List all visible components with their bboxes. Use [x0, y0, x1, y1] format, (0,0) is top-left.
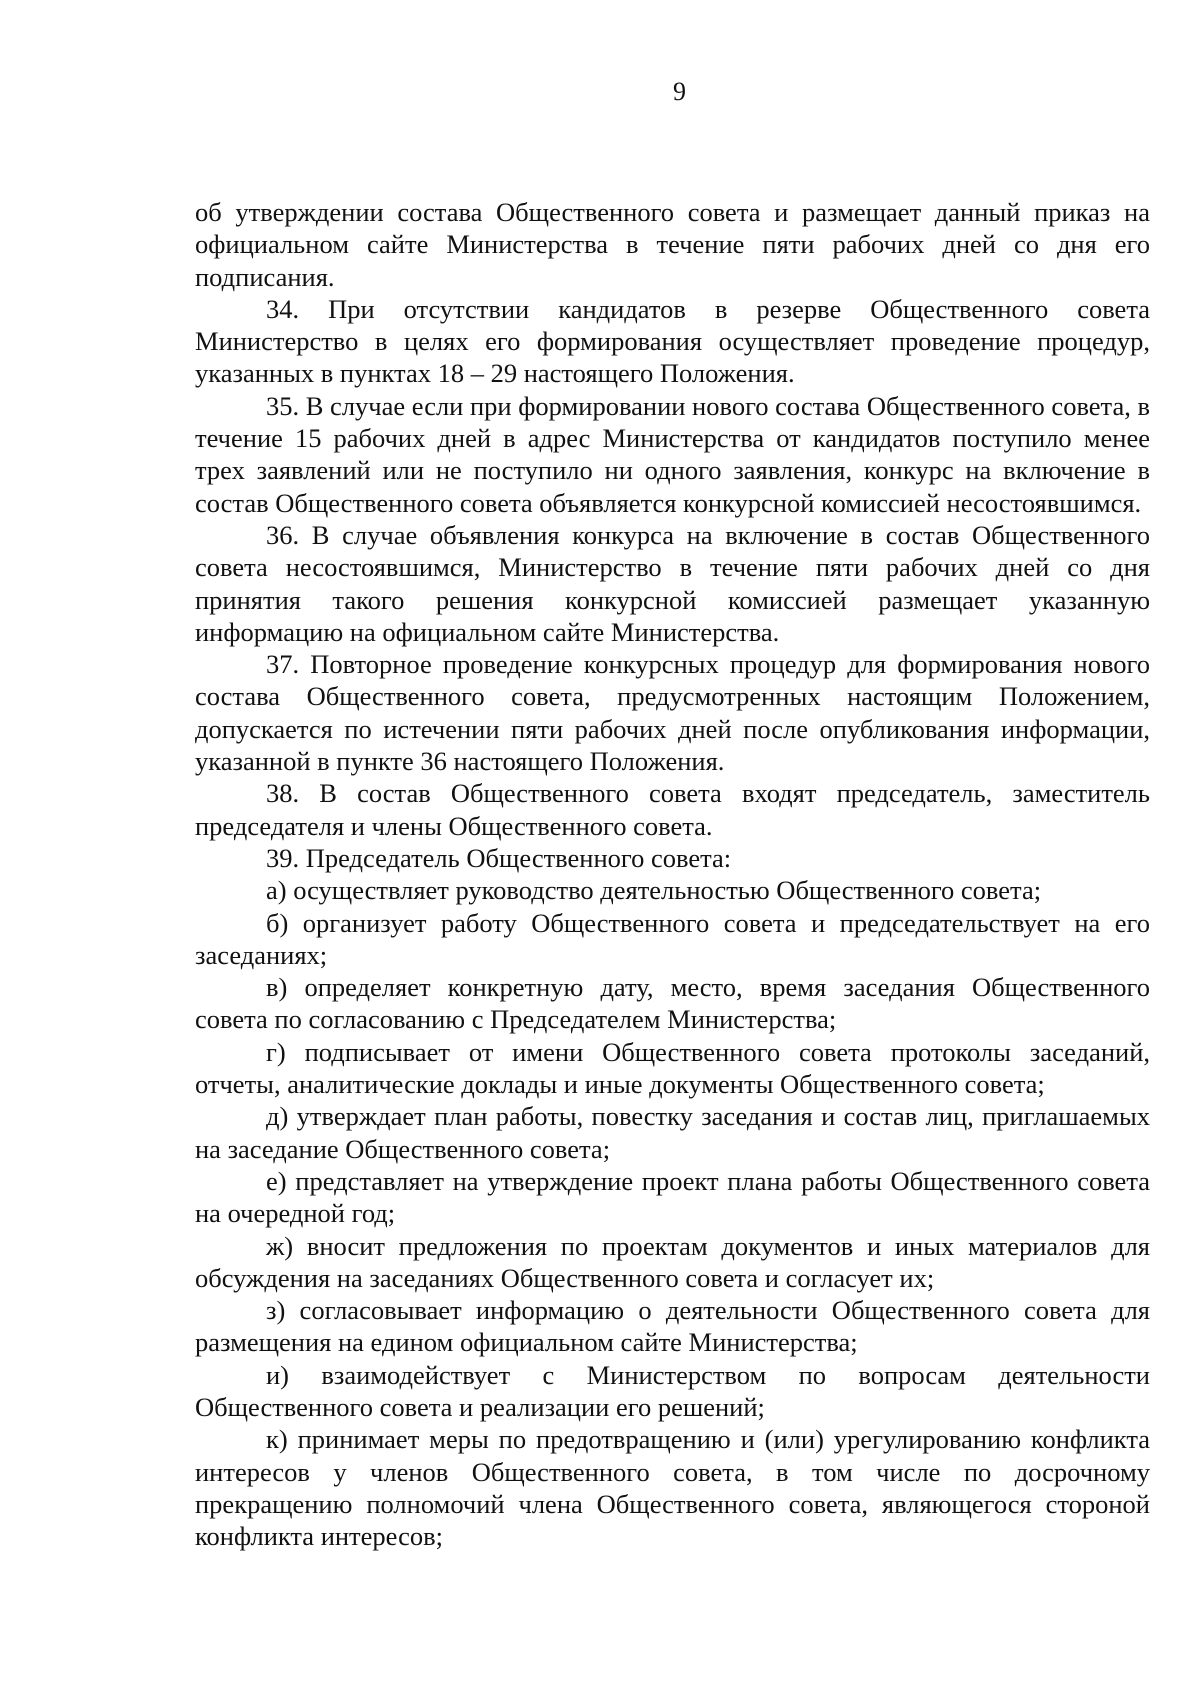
paragraph-39-b: б) организует работу Общественного совета и председательствует на его заседаниях; — [195, 907, 1150, 970]
paragraph-39-z: з) согласовывает информацию о деятельности Общественного совета для размещения на едином официальном сайте Министерства; — [195, 1295, 1150, 1358]
paragraph-38: 38. В состав Общественного совета входят председатель, заместитель председателя и члены Общественного совета. — [195, 778, 1150, 841]
paragraph-39-zh: ж) вносит предложения по проектам документов и иных материалов для обсуждения на заседаниях Общественного совета и согласует их; — [195, 1230, 1150, 1293]
paragraph-39: 39. Председатель Общественного совета: — [266, 842, 732, 873]
paragraph-39-g: г) подписывает от имени Общественного совета протоколы заседаний, отчеты, аналитические доклады и иные документы Общественного совета; — [195, 1036, 1150, 1100]
paragraph-39-i: и) взаимодействует с Министерством по вопросам деятельности Общественного совета и реализации его решений; — [195, 1359, 1150, 1422]
paragraph-39-e: е) представляет на утверждение проект плана работы Общественного совета на очередной год; — [195, 1165, 1150, 1229]
paragraph-37: 37. Повторное проведение конкурсных процедур для формирования нового состава Общественного совета, предусмотренных настоящим Положением, допускается по истечении пяти рабочих дней после опубликования информации, указанной в пункте 36 настоящего Положения. — [195, 649, 1150, 777]
paragraph-continuation: об утверждении состава Общественного совета и размещает данный приказ на официальном сайте Министерства в течение пяти рабочих дней со дня его подписания. — [195, 197, 1150, 292]
page-number-text: 9 — [673, 77, 686, 106]
paragraph-35: 35. В случае если при формировании нового состава Общественного совета, в течение 15 рабочих дней в адрес Министерства от кандидатов поступило менее трех заявлений или не поступило ни одного заявления, конкурс на включение в состав Общественного совета объявляется конкурсной комиссией несостоявшимся. — [195, 390, 1150, 518]
paragraph-34: 34. При отсутствии кандидатов в резерве Общественного совета Министерство в целях его формирования осуществляет проведение процедур, указанных в пунктах 18 – 29 настоящего Положения. — [195, 293, 1150, 389]
paragraph-39-k: к) принимает меры по предотвращению и (или) урегулированию конфликта интересов у членов Общественного совета, в том числе по досрочному прекращению полномочий члена Общественного совета, являющегося стороной конфликта интересов; — [195, 1424, 1150, 1552]
paragraph-39-v: в) определяет конкретную дату, место, время заседания Общественного совета по согласованию с Председателем Министерства; — [195, 972, 1150, 1035]
paragraph-39-a: а) осуществляет руководство деятельностью Общественного совета; — [266, 875, 1042, 906]
document-body — [195, 196, 1150, 1552]
paragraph-36: 36. В случае объявления конкурса на включение в состав Общественного совета несостоявшимся, Министерство в течение пяти рабочих дней со дня принятия такого решения конкурсной комиссией размещает указанную информацию на официальном сайте Министерства. — [195, 519, 1150, 647]
paragraph-39-d: д) утверждает план работы, повестку заседания и состав лиц, приглашаемых на заседание Общественного совета; — [195, 1101, 1150, 1164]
